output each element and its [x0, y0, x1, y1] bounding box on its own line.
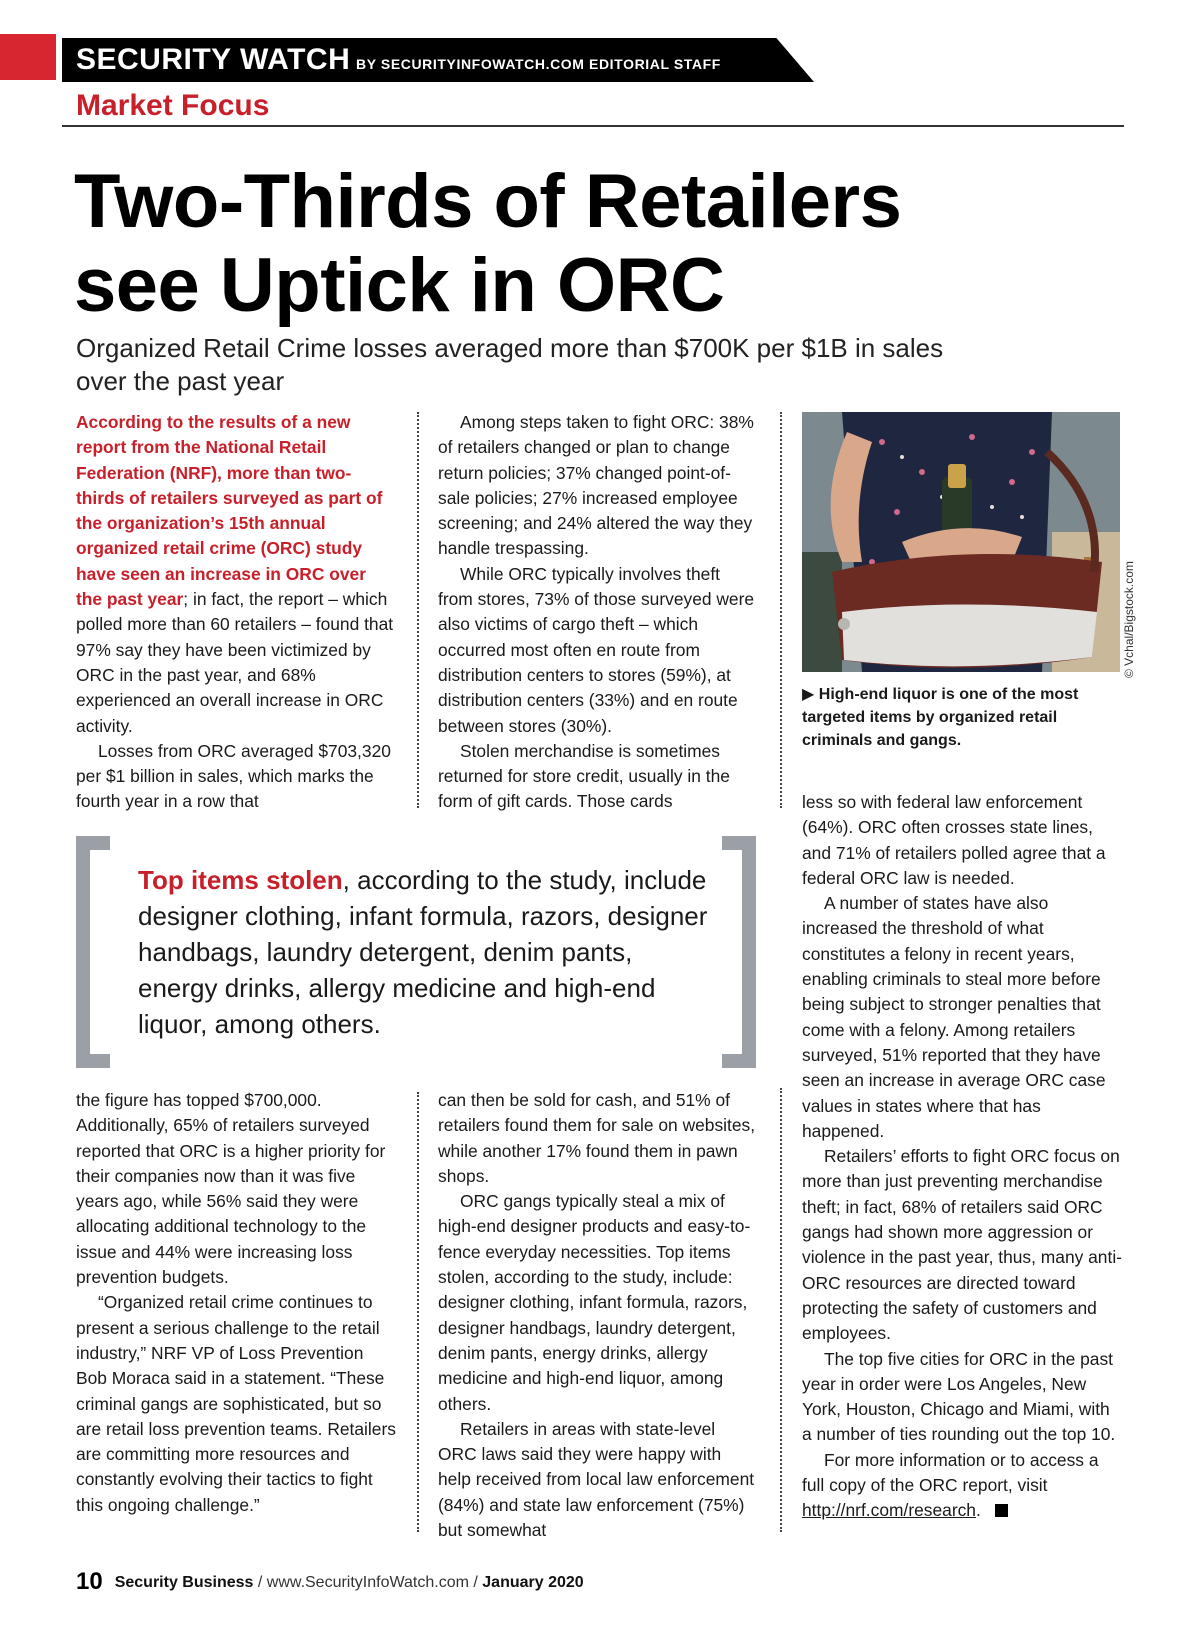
section-title: SECURITY WATCH — [76, 43, 351, 76]
footer-url: www.SecurityInfoWatch.com — [266, 1574, 469, 1591]
header-rule — [62, 125, 1124, 127]
pullquote-close-bracket — [722, 836, 756, 1068]
paragraph: A number of states have also increased the threshold of what constitutes a felony in recent years, enabling criminals to steal more before being subject to stronger penalties that come with a felony. Among retailers surveyed, 51% reported that they have seen an increase in average ORC case values in states where that has happened. — [802, 893, 1106, 1141]
lead-in: According to the results of a new report from the National Retail Federation (NRF), more than two-thirds of retailers surveyed as part of the organization’s 15th annual organized retail crime (ORC) study have seen an increase in ORC over the past year — [76, 412, 383, 610]
paragraph — [76, 410, 396, 739]
paragraph: the figure has topped $700,000. Additionally, 65% of retailers surveyed reported that ORC is a higher priority for their companies now than it was five years ago, while 56% said they were allocating additional technology to the issue and 44% were increasing loss prevention budgets. — [76, 1090, 386, 1288]
paragraph — [802, 1448, 1122, 1524]
paragraph: ORC gangs typically steal a mix of high-end designer products and easy-to-fence everyday necessities. Top items stolen, according to the study, include: designer clothing, infant formula, razors, designer handbags, laundry detergent, denim pants, energy drinks, allergy medicine and high-end liquor, among others. — [438, 1191, 751, 1414]
column-divider — [780, 1088, 782, 1532]
column-1-bottom — [76, 1088, 396, 1518]
paragraph: The top five cities for ORC in the past year in order were Los Angeles, New York, Houston, Chicago and Miami, with a number of ties rounding out the top 10. — [802, 1348, 1116, 1445]
paragraph-text: For more information or to access a full copy of the ORC report, visit — [802, 1449, 1099, 1496]
photo-illustration — [802, 412, 1120, 672]
column-2-top — [438, 410, 758, 815]
paragraph-text: . — [975, 1500, 981, 1521]
liquor-theft-photo — [802, 412, 1120, 672]
report-link[interactable]: http://nrf.com/research — [802, 1500, 976, 1521]
paragraph: Stolen merchandise is sometimes returned for store credit, usually in the form of gift cards. Those cards — [438, 740, 730, 812]
column-3 — [802, 790, 1122, 1524]
column-divider — [417, 1092, 419, 1532]
paragraph: less so with federal law enforcement (64%). ORC often crosses state lines, and 71% of retailers polled agree that a federal ORC law is needed. — [802, 792, 1106, 888]
magazine-name: Security Business — [114, 1574, 254, 1591]
column-divider — [780, 412, 782, 808]
footer-separator: / — [468, 1574, 483, 1591]
pullquote-text: , according to the study, include designer clothing, infant formula, razors, designer handbags, laundry detergent, denim pants, energy drinks, allergy medicine and high-end liquor, among others. — [138, 865, 708, 1039]
paragraph-text: ; in fact, the report – which polled more than 60 retailers – found that 97% say they have been victimized by ORC in the past year, and 68% experienced an overall increase in ORC activity. — [76, 589, 394, 736]
caption-text: High-end liquor is one of the most targeted items by organized retail criminals and gangs. — [802, 686, 1079, 749]
column-divider — [417, 412, 419, 808]
paragraph: Losses from ORC averaged $703,320 per $1 billion in sales, which marks the fourth year in a row that — [76, 740, 391, 812]
byline: BY SECURITYINFOWATCH.COM EDITORIAL STAFF — [356, 56, 721, 72]
headline-line-2: see Uptick in ORC — [74, 243, 725, 328]
section-accent-tab — [0, 34, 56, 80]
page-footer — [76, 1566, 584, 1599]
headline-line-1: Two-Thirds of Retailers — [74, 159, 902, 244]
pullquote — [138, 862, 708, 1042]
pullquote-lead: Top items stolen — [138, 865, 343, 895]
photo-credit: © Vchal/Bigstock.com — [1122, 561, 1136, 678]
paragraph: Retailers in areas with state-level ORC laws said they were happy with help received from local law enforcement (84%) and state law enforcement (75%) but somewhat — [438, 1418, 755, 1541]
subhead: Organized Retail Crime losses averaged more than $700K per $1B in sales over the past year — [76, 333, 944, 396]
pullquote-open-bracket — [76, 836, 110, 1068]
paragraph: “Organized retail crime continues to present a serious challenge to the retail industry,” NRF VP of Loss Prevention Bob Moraca said in a statement. “These criminal gangs are sophisticated, but so are retail loss prevention teams. Retailers are committing more resources and constantly evolving their tactics to fight this ongoing challenge.” — [76, 1292, 396, 1515]
paragraph: Among steps taken to fight ORC: 38% of retailers changed or plan to change return policies; 37% changed point-of-sale policies; 27% increased employee screening; and 24% altered the way they handle trespassing. — [438, 412, 754, 559]
caption-arrow-icon: ▶ — [802, 686, 815, 703]
end-mark-icon — [995, 1504, 1008, 1517]
column-2-bottom — [438, 1088, 758, 1543]
issue-date: January 2020 — [482, 1574, 584, 1591]
paragraph: can then be sold for cash, and 51% of retailers found them for sale on websites, while another 17% found them in pawn shops. — [438, 1090, 756, 1186]
kicker: Market Focus — [76, 89, 270, 122]
photo-caption — [802, 683, 1122, 752]
paragraph: Retailers’ efforts to fight ORC focus on more than just preventing merchandise theft; in fact, 68% of retailers said ORC gangs had shown more aggression or violence in the past year, thus, many anti-ORC resources are directed toward protecting the safety of customers and employees. — [802, 1146, 1122, 1344]
column-1-top — [76, 410, 396, 815]
page-number: 10 — [76, 1568, 103, 1595]
headline — [74, 160, 1154, 328]
paragraph: While ORC typically involves theft from stores, 73% of those surveyed were also victims of cargo theft – which occurred most often en route from distribution centers to stores (59%), at distribution centers (33%) and en route between stores (30%). — [438, 563, 755, 736]
footer-separator: / — [253, 1574, 267, 1591]
